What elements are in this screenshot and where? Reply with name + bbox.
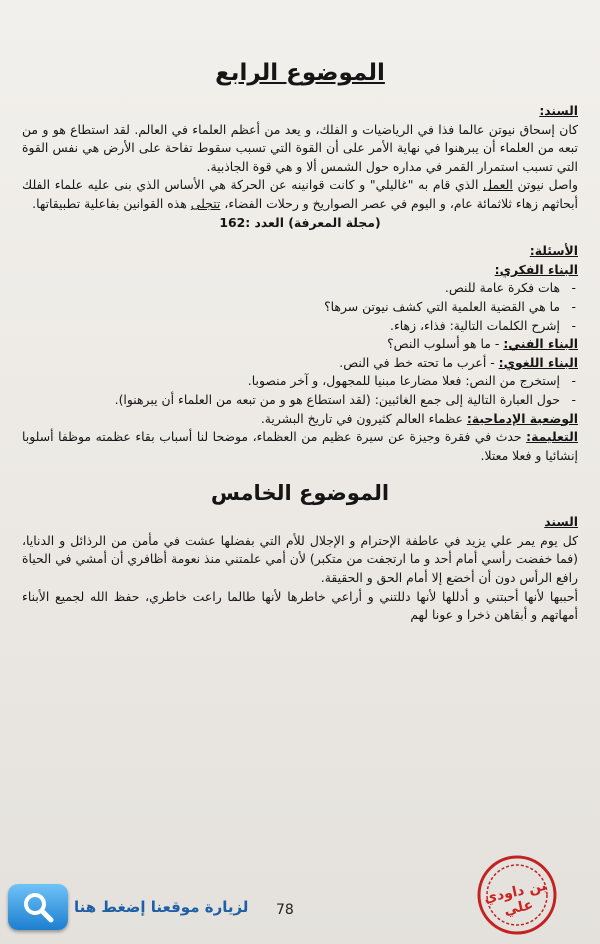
visit-site-link[interactable]: لزيارة موقعنا إضغط هنا [74,898,249,916]
topic4-paragraph2 [22,176,578,213]
linguistic-question-2: - إستخرج من النص: فعلا مضارعا مبنيا للمجهول، و آخر منصوبا. [22,372,578,391]
topic5-paragraph2: أحببها لأنها أحبتني و أدللها لأنها دللتني و أراعي خاطرها لأنها طالما راعت خاطري، حفظ الله لجميع الأبناء أمهاتهم و أبقاهن ذخرا و عونا لهم [22,588,578,623]
questions-label: الأسئلة: [529,243,578,259]
artistic-question: ما هو أسلوب النص؟ [387,336,491,352]
search-button[interactable] [8,884,68,930]
instruction-text: حدث في فقرة وجيزة عن سيرة عظيم من العظماء، موضحا لنا أسباب بقاء عظمته موظفا أسلوبا إنشائيا و فعلا معتلا. [22,429,578,463]
search-icon [20,890,56,924]
topic5-paragraph: كل يوم يمر علي يزيد في عاطفة الإحترام و الإجلال للأم التي بفضلها عشت في مأمن من الرذائل و الدنايا، (فما خفضت رأسي أمام أحد و ما ارتجفت من متكبر) لأن أمي علمتني منذ نعومة أظافري أن أمشي في الحياة رافع الرأس دون أن أخضع إلا أمام الحق و الحقيقة. [22,532,578,586]
document-content [22,56,578,625]
intellectual-question-2: - ما هي القضية العلمية التي كشف نيوتن سرها؟ [22,298,578,317]
linguistic-row: البناء اللغوي: - أعرب ما تحته خط في النص. [339,354,578,370]
integration-text: عظماء العالم كثيرون في تاريخ البشرية. [260,410,463,426]
topic4-paragraph1: كان إسحاق نيوتن عالما فذا في الرياضيات و الفلك، و يعد من أعظم العلماء في العالم. لقد استطاع هو و من تبعه من العلماء أن يبرهنوا في نهاية الأمر على أن القوة التي تسبب سقوط تفاحة على الأرض هي نفس القوة التي تسبب استمرار القمر في مداره حول الشمس ألا و هي قوة الجاذبية. [22,121,578,174]
integration-row [22,410,578,429]
linguistic-question-1: أعرب ما تحته خط في النص. [339,354,487,370]
instruction-label: التعليمة: [526,429,578,445]
stamp [476,854,558,936]
page-footer [0,854,600,944]
underlined-word-manifest: تتجلى [190,195,221,211]
topic4-title: الموضوع الرابع [215,60,385,86]
integration-label: الوضعية الإدماجية: [466,410,578,426]
artistic-label: البناء الفني: [503,336,578,352]
topic5-title: الموضوع الخامس [210,481,390,506]
linguistic-question-3: - حول العبارة التالية إلى جمع الغائبين: (لقد استطاع هو و من تبعه من العلماء أن يبرهنوا). [22,391,578,410]
topic4-paragraph2-part-c: هذه القوانين بفاعلية تطبيقاتها. [32,195,191,211]
topic4-support-label: السند: [539,103,578,118]
linguistic-label: البناء اللغوي: [498,354,578,370]
stamp-text: بن داودي علي [482,877,549,919]
topic5-support-label: السند [544,514,578,530]
intellectual-question-1: - هات فكرة عامة للنص. [22,279,578,298]
underlined-word-work: العمل [483,177,513,193]
instruction-row [22,428,578,465]
page-number: 78 [276,902,294,918]
topic4-source: (مجلة المعرفة) العدد :162 [219,214,381,230]
artistic-row: البناء الفني: - ما هو أسلوب النص؟ [387,336,578,352]
intellectual-label: البناء الفكري: [494,261,578,277]
topic4-paragraph2-part-a: واصل نيوتن [512,177,578,193]
topic4-paragraph2-part-b: الذي قام به "غاليلي" و كانت قوانينه عن الحركة هي الأساس الذي بنى عليه علماء الفلك أبحاثهم زهاء ثلاثمائة عام، و اليوم في عصر الصواريخ و رحلات الفضاء، [22,177,578,211]
intellectual-question-3: - إشرح الكلمات التالية: فذاء، زهاء. [22,317,578,336]
